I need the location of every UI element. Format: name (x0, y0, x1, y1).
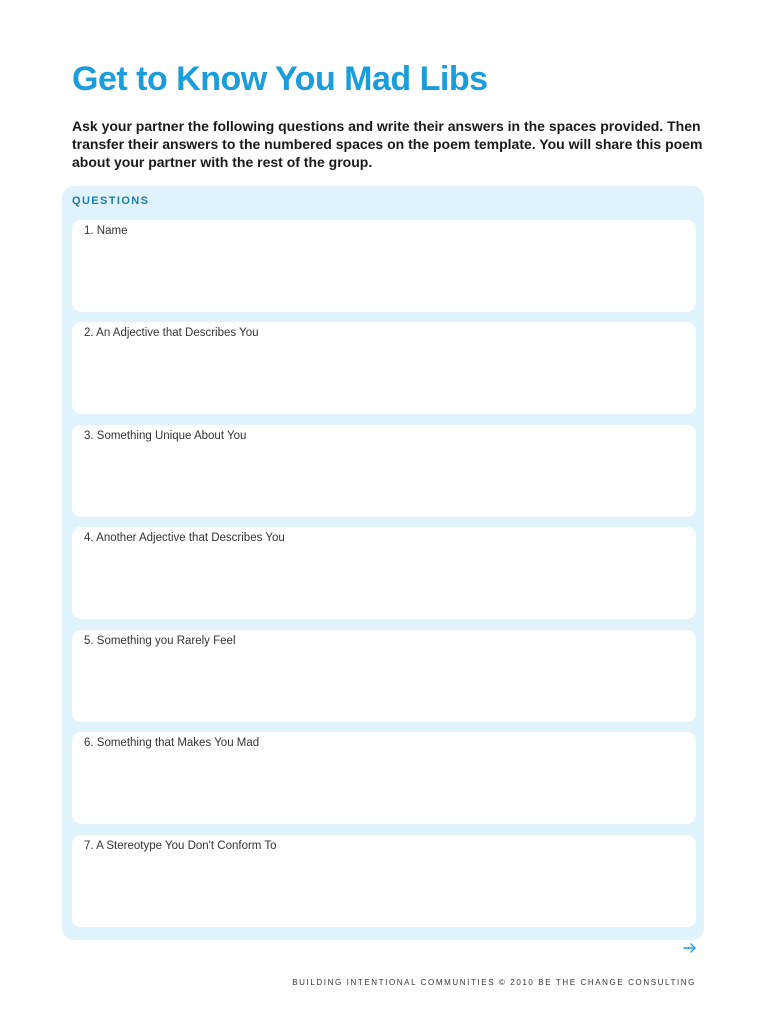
answer-box-name[interactable] (72, 220, 696, 312)
answer-box-adjective[interactable] (72, 322, 696, 414)
question-label: 1. Name (84, 225, 128, 237)
question-label: 7. A Stereotype You Don't Conform To (84, 840, 277, 852)
answer-box-another-adjective[interactable] (72, 527, 696, 619)
questions-panel (62, 186, 704, 940)
footer-copyright: BUILDING INTENTIONAL COMMUNITIES © 2010 BE THE CHANGE CONSULTING (292, 978, 696, 987)
answer-box-rarely-feel[interactable] (72, 630, 696, 722)
question-label: 5. Something you Rarely Feel (84, 635, 236, 647)
answer-box-makes-mad[interactable] (72, 732, 696, 824)
question-label: 3. Something Unique About You (84, 430, 247, 442)
question-label: 4. Another Adjective that Describes You (84, 532, 285, 544)
answer-box-unique[interactable] (72, 425, 696, 517)
answer-box-stereotype[interactable] (72, 835, 696, 927)
questions-heading: QUESTIONS (72, 195, 150, 207)
instructions-text: Ask your partner the following questions and write their answers in the spaces provided. Then transfer their answers to the numbered spaces on the poem template. You will share this poem about your partner with the rest of the group. (72, 118, 703, 170)
question-label: 2. An Adjective that Describes You (84, 327, 259, 339)
page-title: Get to Know You Mad Libs (72, 60, 488, 98)
question-label: 6. Something that Makes You Mad (84, 737, 260, 749)
arrow-right-icon[interactable] (682, 940, 698, 956)
